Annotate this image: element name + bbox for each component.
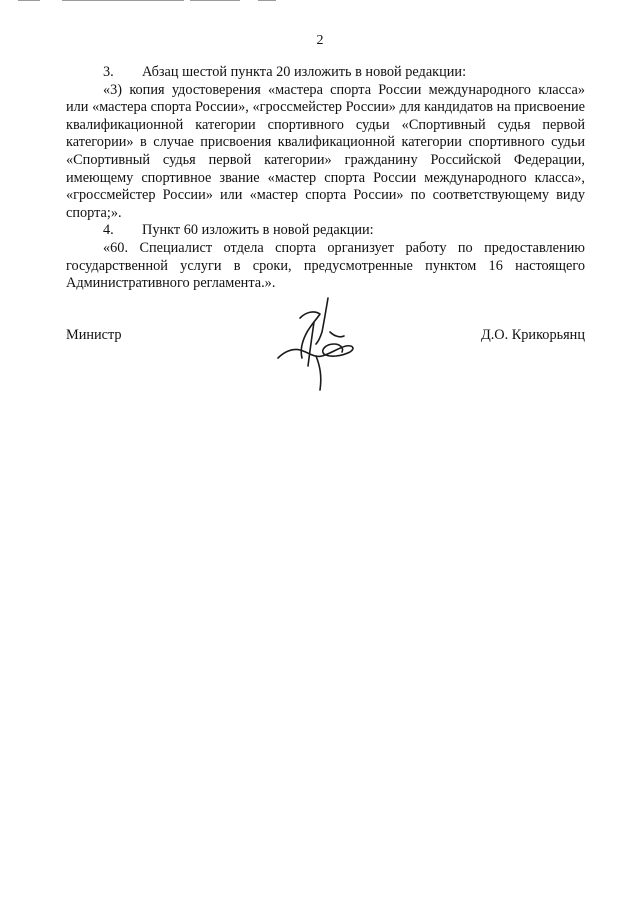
scan-edge-line-2 xyxy=(62,0,184,1)
item-4-heading xyxy=(66,222,585,240)
scan-edge-line-4 xyxy=(258,0,276,1)
item-3-heading-text: Абзац шестой пункта 20 изложить в новой редакции: xyxy=(142,64,467,80)
document-body xyxy=(66,64,585,293)
item-3-heading xyxy=(66,64,585,82)
handwritten-signature-icon xyxy=(270,296,360,392)
page-number: 2 xyxy=(316,33,324,48)
item-3-text: «3) копия удостоверения «мастера спорта России международного класса» или «мастера спорта России», «гроссмейстер России» для кандидатов на присвоение квалификационной категории спортивного судьи «Спортивный судья первой категории» в случае присвоения квалификационной категории спортивного судьи «Спортивный судья первой категории» гражданину Российской Федерации, имеющему спортивное звание «мастер спорта России международного класса», «гроссмейстер России» или «мастер спорта России» по соответствующему виду спорта;». xyxy=(66,81,585,221)
item-4-number: 4. xyxy=(103,222,114,239)
item-4-heading-text: Пункт 60 изложить в новой редакции: xyxy=(142,222,374,239)
scan-edge-line-1 xyxy=(18,0,40,1)
item-3-number: 3. xyxy=(103,64,114,80)
scan-edge-line-3 xyxy=(190,0,240,1)
position-title: Министр xyxy=(66,327,122,343)
item-4-text: «60. Специалист отдела спорта организует работу по предоставлению государственной услуги в сроки, предусмотренные пунктом 16 настоящего Административного регламента.». xyxy=(66,239,585,292)
signatory-name: Д.О. Крикорьянц xyxy=(480,327,585,343)
